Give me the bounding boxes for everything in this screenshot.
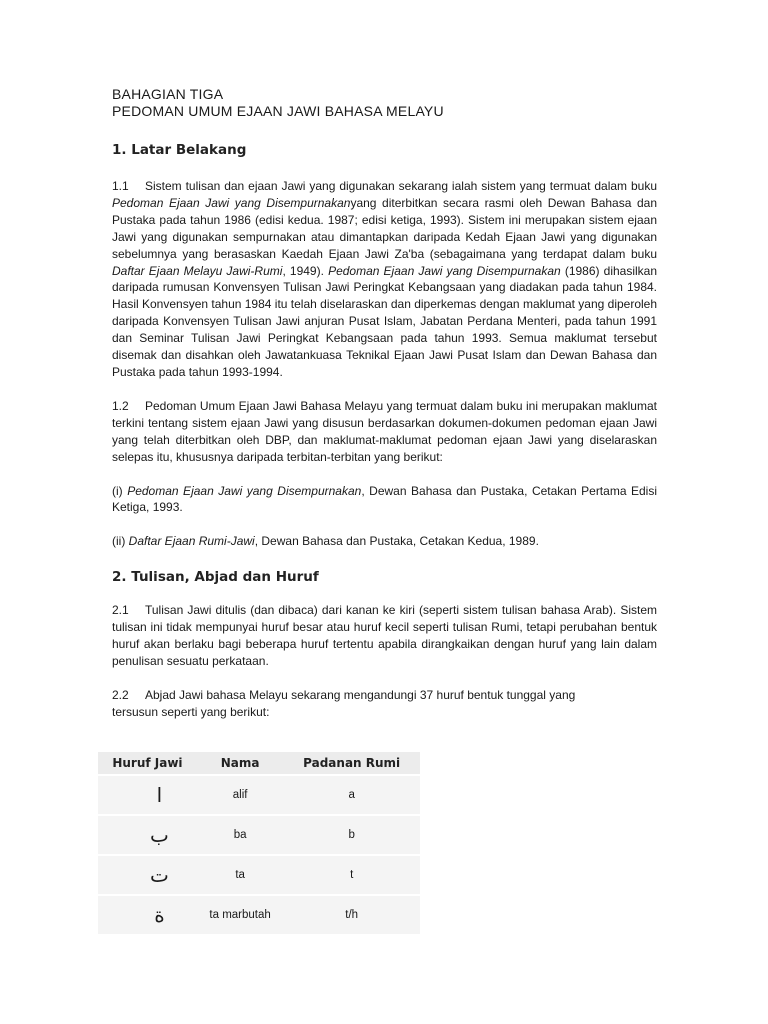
section-2-heading: 2. Tulisan, Abjad dan Huruf (112, 569, 319, 586)
part-heading: BAHAGIAN TIGA (112, 86, 224, 102)
document-title: PEDOMAN UMUM EJAAN JAWI BAHASA MELAYU (112, 103, 444, 119)
list-label: (ii) (112, 534, 126, 549)
letter-name: ta (197, 855, 283, 895)
letter-name: ta marbutah (197, 895, 283, 934)
table-row (98, 895, 420, 934)
paragraph-text: Pedoman Umum Ejaan Jawi Bahasa Melayu yang termuat dalam buku ini merupakan maklumat terkini tentang sistem ejaan Jawi yang disusun berdasarkan dokumen-dokumen pedoman ejaan Jawi yang telah diterbitkan oleh DBP, dan maklumat-maklumat pedoman ejaan Jawi yang diselaraskan selepas itu, khususnya daripada terbitan-terbitan yang berikut: (112, 398, 657, 464)
paragraph-number: 1.1 (112, 179, 129, 193)
document-page (112, 86, 657, 721)
paragraph-text: , 1949). (282, 263, 329, 278)
jawi-alphabet-table (98, 752, 420, 934)
list-item-i (112, 483, 657, 517)
table-row (98, 775, 420, 815)
book-title: Daftar Ejaan Melayu Jawi-Rumi (112, 263, 283, 278)
jawi-letter: ت (98, 855, 197, 895)
book-title: Pedoman Ejaan Jawi yang Disempurnakan (112, 195, 351, 210)
table-row (98, 815, 420, 855)
paragraph-number: 1.2 (112, 398, 129, 413)
column-header-padanan-rumi: Padanan Rumi (283, 752, 420, 775)
jawi-letter: ب (98, 815, 197, 855)
paragraph-1-1 (112, 178, 657, 381)
rumi-equivalent: a (283, 775, 420, 815)
paragraph-text: Abjad Jawi bahasa Melayu sekarang mengandungi 37 huruf bentuk tunggal yang (145, 687, 576, 702)
jawi-letter: ة (98, 895, 197, 934)
paragraph-text: yang diterbitkan secara rasmi oleh Dewan Bahasa dan Pustaka pada tahun 1986 (edisi kedua. 1987; edisi ketiga, 1993). Sistem ini merupakan sistem ejaan Jawi yang digunakan sempurnakan atau dimantapkan daripada Kedah Ejaan Jawi yang digunakan sebelumnya yang berasaskan Kaedah Ejaan Jawi Za'ba (sebagaimana yang terdapat dalam buku (112, 195, 657, 261)
jawi-letter: ا (98, 775, 197, 815)
book-title: Pedoman Ejaan Jawi yang Disempurnakan (328, 263, 561, 278)
paragraph-number: 2.2 (112, 687, 129, 702)
table-header-row (98, 752, 420, 775)
letter-name: ba (197, 815, 283, 855)
list-item-ii (112, 533, 657, 550)
list-text: , Dewan Bahasa dan Pustaka, Cetakan Kedua, 1989. (254, 534, 539, 549)
rumi-equivalent: t (283, 855, 420, 895)
rumi-equivalent: t/h (283, 895, 420, 934)
paragraph-2-1 (112, 602, 657, 670)
list-text: , Dewan Bahasa dan Pustaka, Cetakan Pertama Edisi Ketiga, 1993. (112, 483, 657, 515)
table-row (98, 855, 420, 895)
column-header-nama: Nama (197, 752, 283, 775)
paragraph-number: 2.1 (112, 603, 129, 618)
list-label: (i) (112, 483, 123, 498)
paragraph-text: Sistem tulisan dan ejaan Jawi yang digunakan sekarang ialah sistem yang termuat dalam buku (145, 179, 657, 193)
paragraph-text: tersusun seperti yang berikut: (112, 704, 270, 719)
rumi-equivalent: b (283, 815, 420, 855)
paragraph-text: (1986) dihasilkan daripada rumusan Konvensyen Tulisan Jawi Peringkat Kebangsaan yang diadakan pada tahun 1984. Hasil Konvensyen tahun 1984 itu telah diselaraskan dan diperkemas dengan maklumat yang diperoleh daripada Konvensyen Tulisan Jawi anjuran Pusat Islam, Jabatan Perdana Menteri, pada tahun 1991 dan Seminar Tulisan Jawi Peringkat Kebangsaan pada tahun 1993. Semua maklumat tersebut disemak dan disahkan oleh Jawatankuasa Teknikal Ejaan Jawi Pusat Islam dan Dewan Bahasa dan Pustaka pada tahun 1993-1994. (112, 263, 658, 379)
paragraph-2-2 (112, 687, 657, 721)
section-1-heading: 1. Latar Belakang (112, 142, 247, 158)
paragraph-text: Tulisan Jawi ditulis (dan dibaca) dari kanan ke kiri (seperti sistem tulisan bahasa Arab). Sistem tulisan ini tidak mempunyai huruf besar atau huruf kecil seperti tulisan Rumi, tetapi perubahan bentuk huruf akan berlaku bagi beberapa huruf tertentu apabila dirangkaikan dengan huruf yang lain dalam penulisan sesuatu perkataan. (112, 603, 657, 668)
book-title: Daftar Ejaan Rumi-Jawi (128, 534, 255, 549)
letter-name: alif (197, 775, 283, 815)
book-title: Pedoman Ejaan Jawi yang Disempurnakan (127, 483, 362, 498)
paragraph-1-2 (112, 398, 657, 466)
column-header-huruf-jawi: Huruf Jawi (98, 752, 197, 775)
